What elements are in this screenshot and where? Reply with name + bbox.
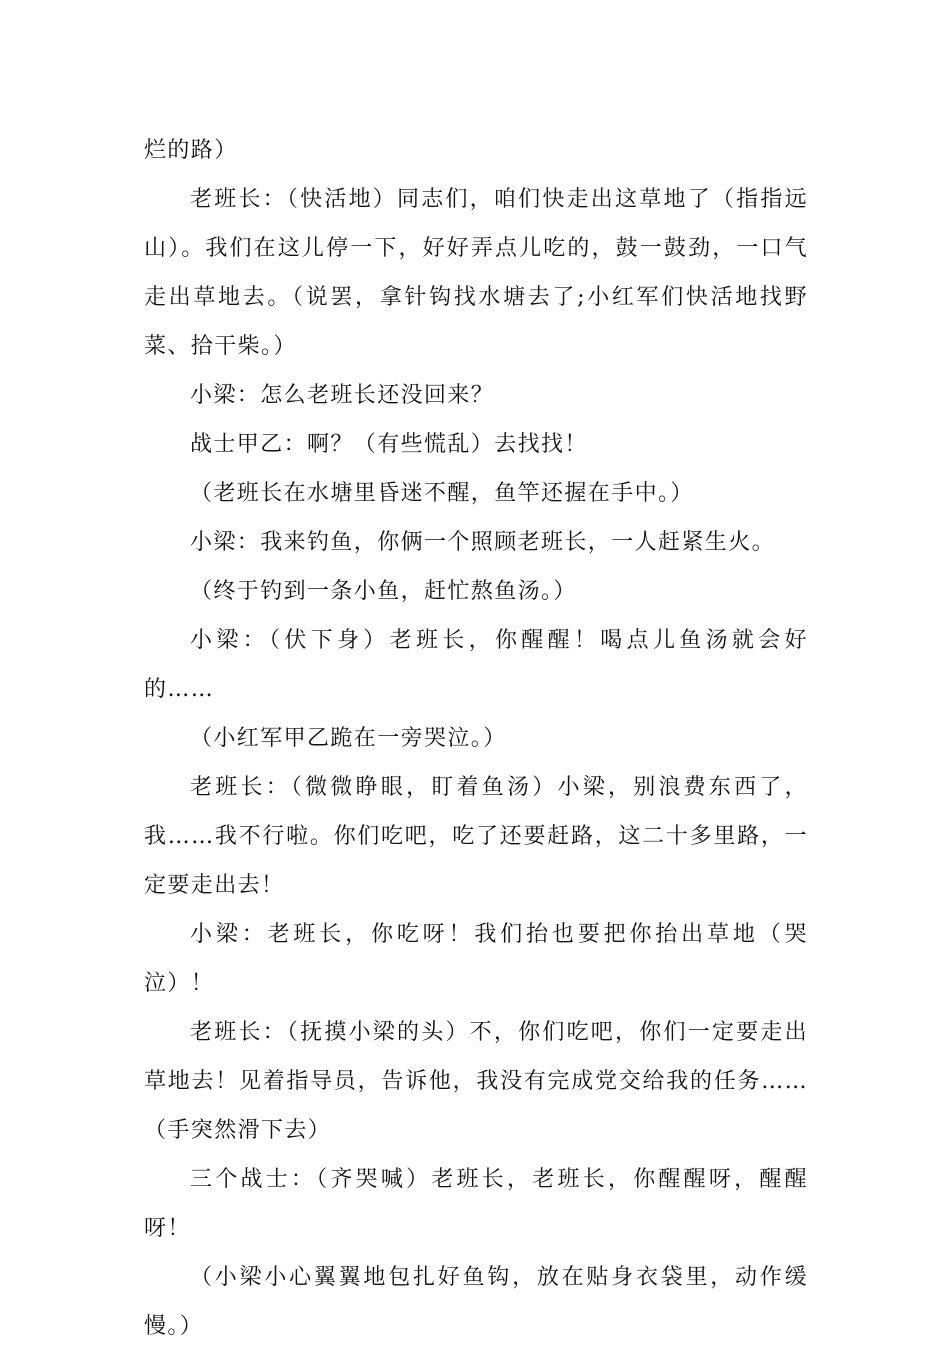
paragraph-dialogue-xiaoliang: 小梁：怎么老班长还没回来？ (190, 383, 495, 408)
paragraph-stage-direction: （老班长在水塘里昏迷不醒，鱼竿还握在手中。） (190, 481, 694, 506)
document-body (144, 126, 808, 1351)
paragraph-dialogue-soldiers: 战士甲乙：啊？（有些慌乱）去找找！ (190, 432, 588, 457)
paragraph-dialogue-three-soldiers: 三个战士：（齐哭喊）老班长，老班长，你醒醒呀，醒醒呀！ (144, 1167, 808, 1241)
paragraph-dialogue-xiaoliang: 小梁：老班长，你吃呀！我们抬也要把你抬出草地（哭泣）！ (144, 922, 808, 996)
paragraph-dialogue-old-squad-leader: 老班长：（抚摸小梁的头）不，你们吃吧，你们一定要走出草地去！见着指导员，告诉他，我没有完成党交给我的任务……（手突然滑下去） (144, 1020, 808, 1143)
paragraph-dialogue-old-squad-leader: 老班长：（微微睁眼，盯着鱼汤）小梁，别浪费东西了，我……我不行啦。你们吃吧，吃了还要赶路，这二十多里路，一定要走出去！ (144, 775, 808, 898)
paragraph-dialogue-xiaoliang: 小梁：我来钓鱼，你俩一个照顾老班长，一人赶紧生火。 (190, 530, 776, 555)
paragraph-stage-direction: （小红军甲乙跪在一旁哭泣。） (190, 726, 507, 751)
paragraph-stage-direction: （终于钓到一条小鱼，赶忙熬鱼汤。） (190, 579, 577, 604)
paragraph-continuation: 烂的路） (144, 138, 238, 163)
paragraph-dialogue-old-squad-leader: 老班长：（快活地）同志们，咱们快走出这草地了（指指远山）。我们在这儿停一下，好好弄点儿吃的，鼓一鼓劲，一口气走出草地去。（说罢，拿针钩找水塘去了;小红军们快活地找野菜、拾干柴。） (144, 187, 808, 359)
paragraph-stage-direction: （小梁小心翼翼地包扎好鱼钩，放在贴身衣袋里，动作缓慢。） (144, 1265, 808, 1339)
paragraph-dialogue-xiaoliang: 小梁：（伏下身）老班长，你醒醒！喝点儿鱼汤就会好的…… (144, 628, 808, 702)
